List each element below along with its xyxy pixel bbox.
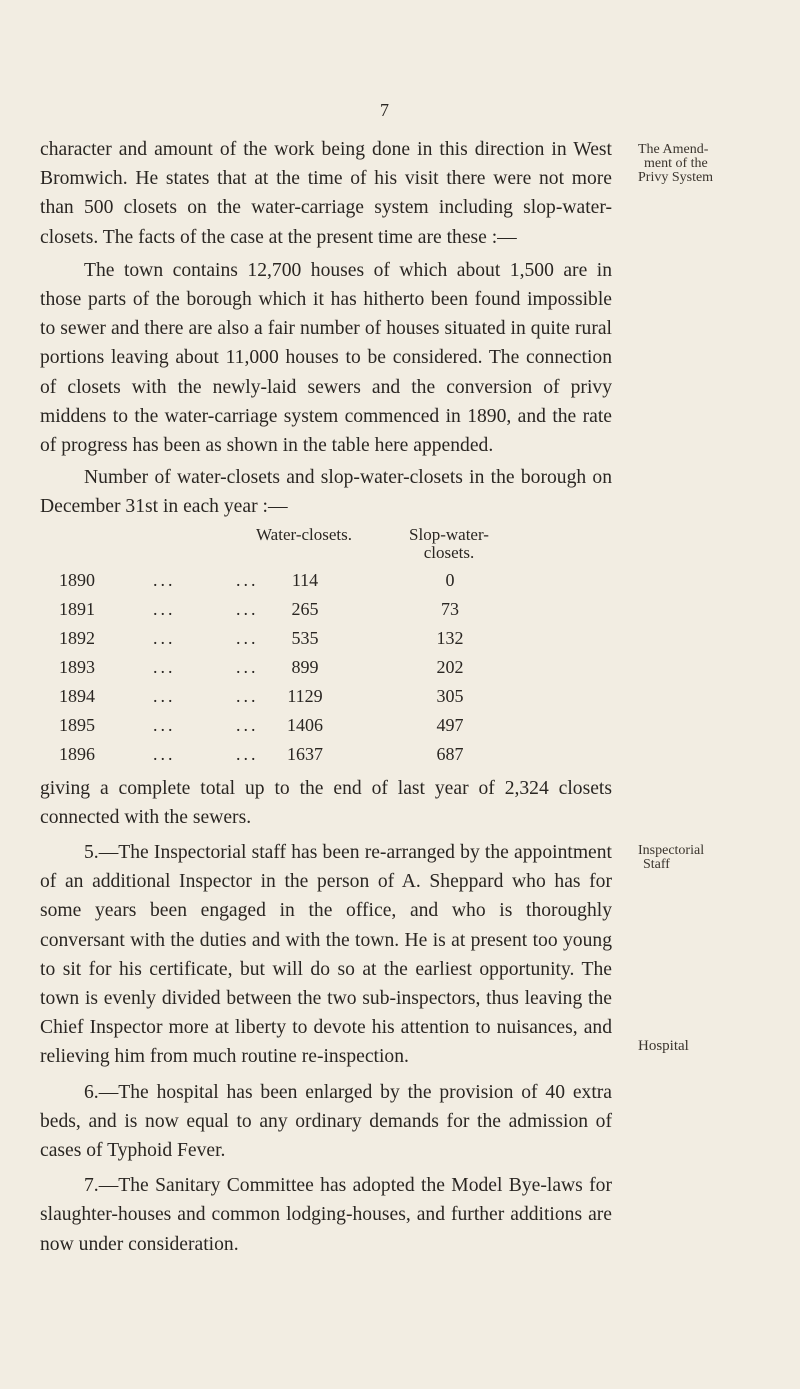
- leader-dots: ...: [153, 569, 176, 590]
- table-header-slop-water-closets: [389, 526, 509, 562]
- water-closets-cell: 114: [291, 569, 319, 590]
- water-closets-cell: 1637: [287, 743, 323, 764]
- year-cell: 1890: [59, 569, 95, 590]
- water-closets-cell: 899: [291, 656, 319, 677]
- water-closets-cell: 265: [291, 598, 319, 619]
- table-row: [40, 591, 612, 620]
- leader-dots: ...: [153, 685, 176, 706]
- leader-dots: ...: [236, 627, 259, 648]
- margin-note-line: ment of the: [644, 156, 708, 171]
- section-5: 5.—The Inspectorial staff has been re-arranged by the appointment of an additional Inspector in the person of A. Sheppard who has for some years been engaged in the office, and who is thoroughly conversant with the duties and with the town. He is at present too young to sit for his certificate, but will do so at the earliest opportunity. The town is evenly divided between the two sub-inspectors, thus leaving the Chief Inspector more at liberty to devote his attention to nuisances, and relieving him from much routine re-inspection.: [40, 842, 612, 1068]
- year-cell: 1894: [59, 685, 95, 706]
- water-closets-cell: 1406: [287, 714, 323, 735]
- leader-dots: ...: [153, 743, 176, 764]
- leader-dots: ...: [236, 569, 259, 590]
- paragraph: giving a complete total up to the end of last year of 2,324 closets connected with the sewers.: [40, 777, 612, 828]
- table-row: [40, 678, 612, 707]
- water-closets-cell: 1129: [287, 685, 323, 706]
- table-row: [40, 736, 612, 765]
- year-cell: 1891: [59, 598, 95, 619]
- leader-dots: ...: [236, 685, 259, 706]
- page-number: 7: [380, 100, 389, 120]
- year-cell: 1892: [59, 627, 95, 648]
- paragraph: character and amount of the work being done in this direction in West Bromwich. He states that at the time of his visit there were not more than 500 closets on the water-carriage system including slop-water-closets. The facts of the case at the present time are these :—: [40, 139, 612, 248]
- slop-water-closets-cell: 202: [436, 656, 464, 677]
- closets-table: [40, 524, 612, 764]
- table-row: [40, 649, 612, 678]
- slop-water-closets-cell: 305: [436, 685, 464, 706]
- margin-note-line: Privy System: [638, 170, 714, 185]
- leader-dots: ...: [153, 627, 176, 648]
- table-header-water-closets: Water-closets.: [256, 524, 352, 544]
- table-row: [40, 562, 612, 591]
- margin-note-inspectorial: [638, 844, 778, 872]
- table-row: [40, 620, 612, 649]
- slop-water-closets-cell: 687: [436, 743, 464, 764]
- year-cell: 1896: [59, 743, 95, 764]
- slop-water-closets-cell: 0: [445, 569, 455, 590]
- leader-dots: ...: [153, 714, 176, 735]
- margin-note-line: The Amend-: [638, 142, 709, 157]
- slop-water-closets-cell: 497: [436, 714, 464, 735]
- table-row: [40, 707, 612, 736]
- margin-note-line: Staff: [643, 857, 670, 872]
- leader-dots: ...: [236, 598, 259, 619]
- leader-dots: ...: [153, 656, 176, 677]
- slop-water-closets-cell: 132: [436, 627, 464, 648]
- year-cell: 1895: [59, 714, 95, 735]
- section-7: 7.—The Sanitary Committee has adopted the Model Bye-laws for slaughter-houses and common lodging-houses, and further additions are now under consideration.: [40, 1175, 612, 1255]
- leader-dots: ...: [236, 743, 259, 764]
- slop-water-closets-cell: 73: [441, 598, 459, 619]
- paragraph: Number of water-closets and slop-water-closets in the borough on December 31st in each year :—: [40, 467, 612, 518]
- header-line: closets.: [423, 542, 475, 562]
- leader-dots: ...: [236, 656, 259, 677]
- year-cell: 1893: [59, 656, 95, 677]
- margin-note-amendment: [638, 143, 778, 185]
- water-closets-cell: 535: [291, 627, 319, 648]
- header-line: Slop-water-: [409, 524, 489, 544]
- paragraph: The town contains 12,700 houses of which about 1,500 are in those parts of the borough which it has hitherto been found impossible to sewer and there are also a fair number of houses situated in quite rural portions leaving about 11,000 houses to be considered. The connection of closets with the newly-laid sewers and the conversion of privy middens to the water-carriage system commenced in 1890, and the rate of progress has been as shown in the table here appended.: [40, 259, 612, 457]
- leader-dots: ...: [153, 598, 176, 619]
- body-text: [40, 135, 612, 1259]
- section-6: 6.—The hospital has been enlarged by the provision of 40 extra beds, and is now equal to any ordinary demands for the admission of cases of Typhoid Fever.: [40, 1081, 612, 1162]
- leader-dots: ...: [236, 714, 259, 735]
- margin-note-line: Inspectorial: [638, 843, 705, 858]
- margin-note-hospital: Hospital: [638, 1038, 689, 1054]
